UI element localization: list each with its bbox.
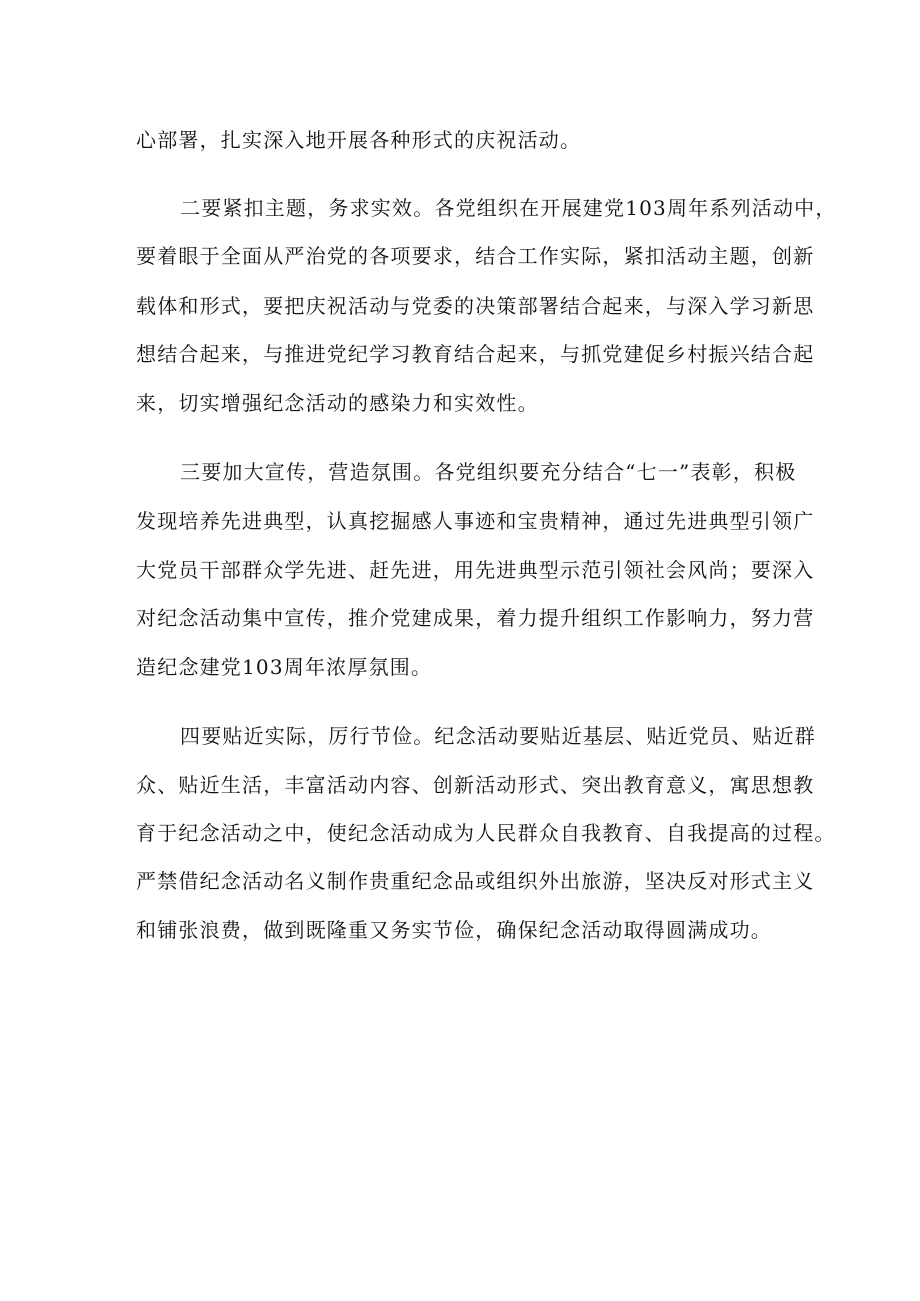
paragraph-point-four-line-3: 育于纪念活动之中，使纪念活动成为人民群众自我教育、自我提高的过程。	[136, 821, 836, 845]
paragraph-point-four-line-2: 众、贴近生活，丰富活动内容、创新活动形式、突出教育意义，寓思想教	[136, 773, 815, 797]
paragraph-point-four-line-4: 严禁借纪念活动名义制作贵重纪念品或组织外出旅游，坚决反对形式主义	[136, 869, 815, 893]
paragraph-point-two-line-5: 来，切实增强纪念活动的感染力和实效性。	[136, 391, 539, 415]
paragraph-point-three-line-4: 对纪念活动集中宣传，推介党建成果，着力提升组织工作影响力，努力营	[136, 606, 815, 630]
paragraph-point-two-line-3: 载体和形式，要把庆祝活动与党委的决策部署结合起来，与深入学习新思	[136, 294, 815, 318]
paragraph-point-three-line-3: 大党员干部群众学先进、赶先进，用先进典型示范引领社会风尚；要深入	[136, 558, 815, 582]
paragraph-point-two-line-4: 想结合起来，与推进党纪学习教育结合起来，与抓党建促乡村振兴结合起	[136, 342, 815, 366]
paragraph-point-three-line-1: 三要加大宣传，营造氛围。各党组织要充分结合“七一”表彰，积极	[180, 460, 797, 484]
paragraph-point-four-line-5: 和铺张浪费，做到既隆重又务实节俭，确保纪念活动取得圆满成功。	[136, 918, 772, 942]
paragraph-continuation-line-1: 心部署，扎实深入地开展各种形式的庆祝活动。	[136, 128, 582, 152]
paragraph-point-two-line-1: 二要紧扣主题，务求实效。各党组织在开展建党103周年系列活动中，	[180, 196, 837, 220]
paragraph-point-four-line-1: 四要贴近实际，厉行节俭。纪念活动要贴近基层、贴近党员、贴近群	[180, 724, 816, 748]
paragraph-point-three-line-5: 造纪念建党103周年浓厚氛围。	[136, 655, 433, 679]
paragraph-point-three-line-2: 发现培养先进典型，认真挖掘感人事迹和宝贵精神，通过先进典型引领广	[136, 509, 815, 533]
paragraph-point-two-line-2: 要着眼于全面从严治党的各项要求，结合工作实际，紧扣活动主题，创新	[136, 244, 815, 268]
